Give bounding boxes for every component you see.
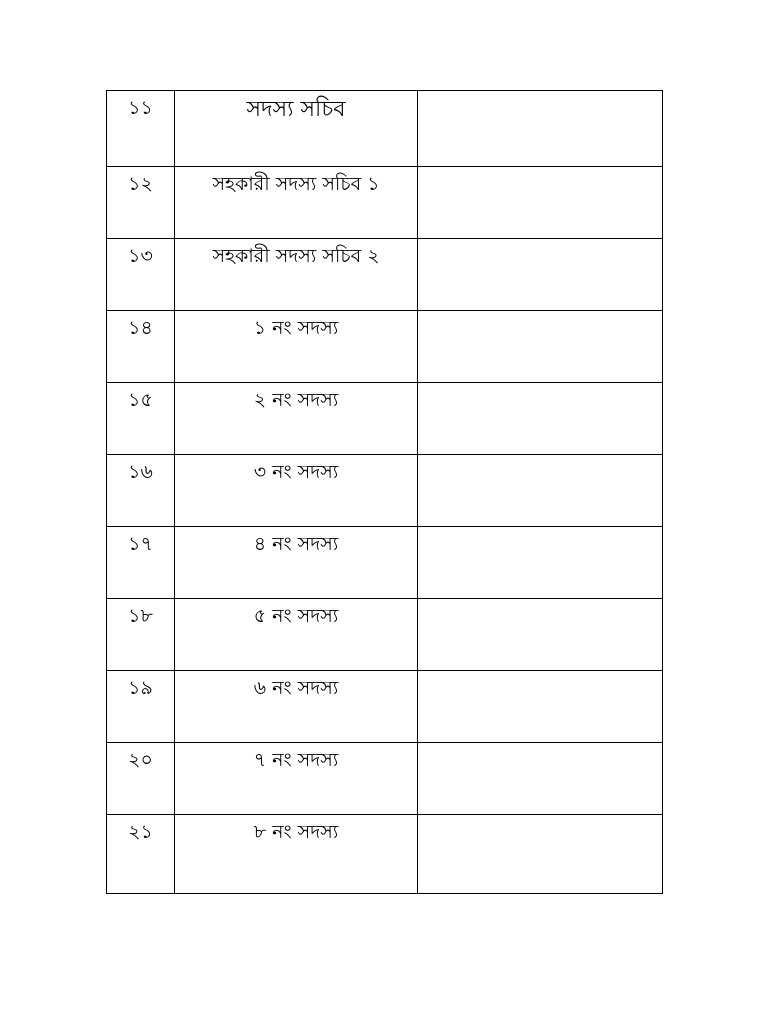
table-row <box>107 455 663 527</box>
table-row <box>107 527 663 599</box>
serial-cell <box>107 743 175 815</box>
role-cell <box>175 239 418 311</box>
serial-number: ১২ <box>128 173 153 195</box>
signature-cell <box>418 455 663 527</box>
signature-cell <box>418 599 663 671</box>
table-row <box>107 671 663 743</box>
serial-cell <box>107 527 175 599</box>
role-cell <box>175 671 418 743</box>
role-label: ৮ নং সদস্য <box>253 821 339 843</box>
serial-cell <box>107 311 175 383</box>
role-label: ২ নং সদস্য <box>253 389 339 411</box>
table-row <box>107 383 663 455</box>
table-row <box>107 239 663 311</box>
signature-cell <box>418 383 663 455</box>
role-cell <box>175 311 418 383</box>
serial-number: ২১ <box>128 821 153 843</box>
signature-cell <box>418 815 663 894</box>
signature-cell <box>418 527 663 599</box>
role-label: সহকারী সদস্য সচিব ২ <box>212 245 380 267</box>
serial-cell <box>107 455 175 527</box>
role-label: ৬ নং সদস্য <box>253 677 339 699</box>
role-label: ৫ নং সদস্য <box>253 605 339 627</box>
member-table <box>106 90 663 894</box>
serial-cell <box>107 239 175 311</box>
signature-cell <box>418 671 663 743</box>
signature-cell <box>418 311 663 383</box>
serial-cell <box>107 383 175 455</box>
serial-cell <box>107 671 175 743</box>
table-row <box>107 311 663 383</box>
serial-number: ১৪ <box>128 317 153 339</box>
role-label: ১ নং সদস্য <box>253 317 339 339</box>
serial-number: ১১ <box>128 97 153 119</box>
role-cell <box>175 815 418 894</box>
role-label: ৭ নং সদস্য <box>253 749 339 771</box>
table-row <box>107 743 663 815</box>
serial-cell <box>107 599 175 671</box>
role-label: সদস্য সচিব <box>246 97 346 122</box>
role-label: ৩ নং সদস্য <box>253 461 339 483</box>
serial-number: ২০ <box>128 749 153 771</box>
serial-cell <box>107 167 175 239</box>
role-label: ৪ নং সদস্য <box>253 533 339 555</box>
table-row <box>107 815 663 894</box>
signature-cell <box>418 91 663 167</box>
role-cell <box>175 527 418 599</box>
table-row <box>107 91 663 167</box>
serial-cell <box>107 815 175 894</box>
serial-number: ১৭ <box>128 533 153 555</box>
role-cell <box>175 455 418 527</box>
role-label: সহকারী সদস্য সচিব ১ <box>212 173 380 195</box>
member-table-body <box>107 91 663 894</box>
role-cell <box>175 599 418 671</box>
table-row <box>107 599 663 671</box>
serial-number: ১৯ <box>128 677 153 699</box>
serial-number: ১৫ <box>128 389 153 411</box>
table-row <box>107 167 663 239</box>
role-cell <box>175 743 418 815</box>
role-cell <box>175 91 418 167</box>
serial-cell <box>107 91 175 167</box>
signature-cell <box>418 167 663 239</box>
role-cell <box>175 383 418 455</box>
serial-number: ১৬ <box>128 461 153 483</box>
signature-cell <box>418 743 663 815</box>
signature-cell <box>418 239 663 311</box>
role-cell <box>175 167 418 239</box>
serial-number: ১৮ <box>128 605 153 627</box>
serial-number: ১৩ <box>128 245 153 267</box>
